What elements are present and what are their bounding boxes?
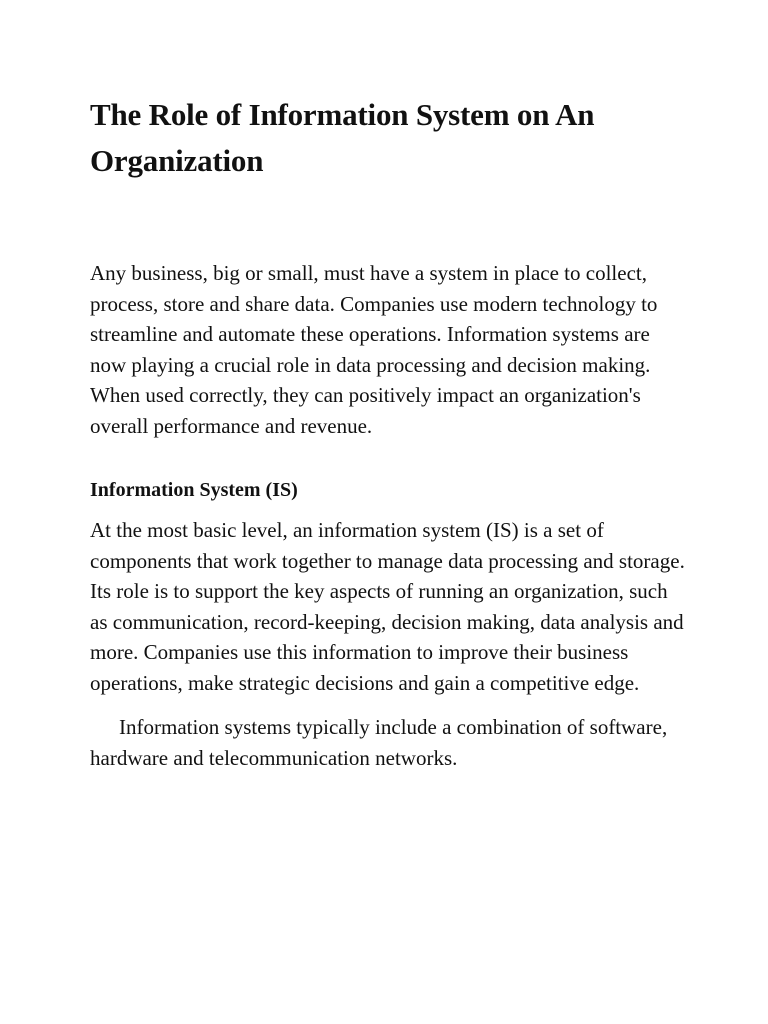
document-page — [90, 92, 690, 773]
intro-paragraph: Any business, big or small, must have a system in place to collect, process, store and share data. Companies use modern technology to streamline and automate these operations. Information systems are now playing a crucial role in data processing and decision making. When used correctly, they can positively impact an organization's overall performance and revenue. — [90, 261, 658, 438]
indented-paragraph: Information systems typically include a combination of software, hardware and telecommunication networks. — [90, 715, 668, 770]
document-title: The Role of Information System on An Organization — [90, 97, 595, 178]
section-paragraph: At the most basic level, an information system (IS) is a set of components that work together to manage data processing and storage. Its role is to support the key aspects of running an organization, such as communication, record-keeping, decision making, data analysis and more. Companies use this information to improve their business operations, make strategic decisions and gain a competitive edge. — [90, 518, 685, 695]
section-heading: Information System (IS) — [90, 479, 298, 501]
